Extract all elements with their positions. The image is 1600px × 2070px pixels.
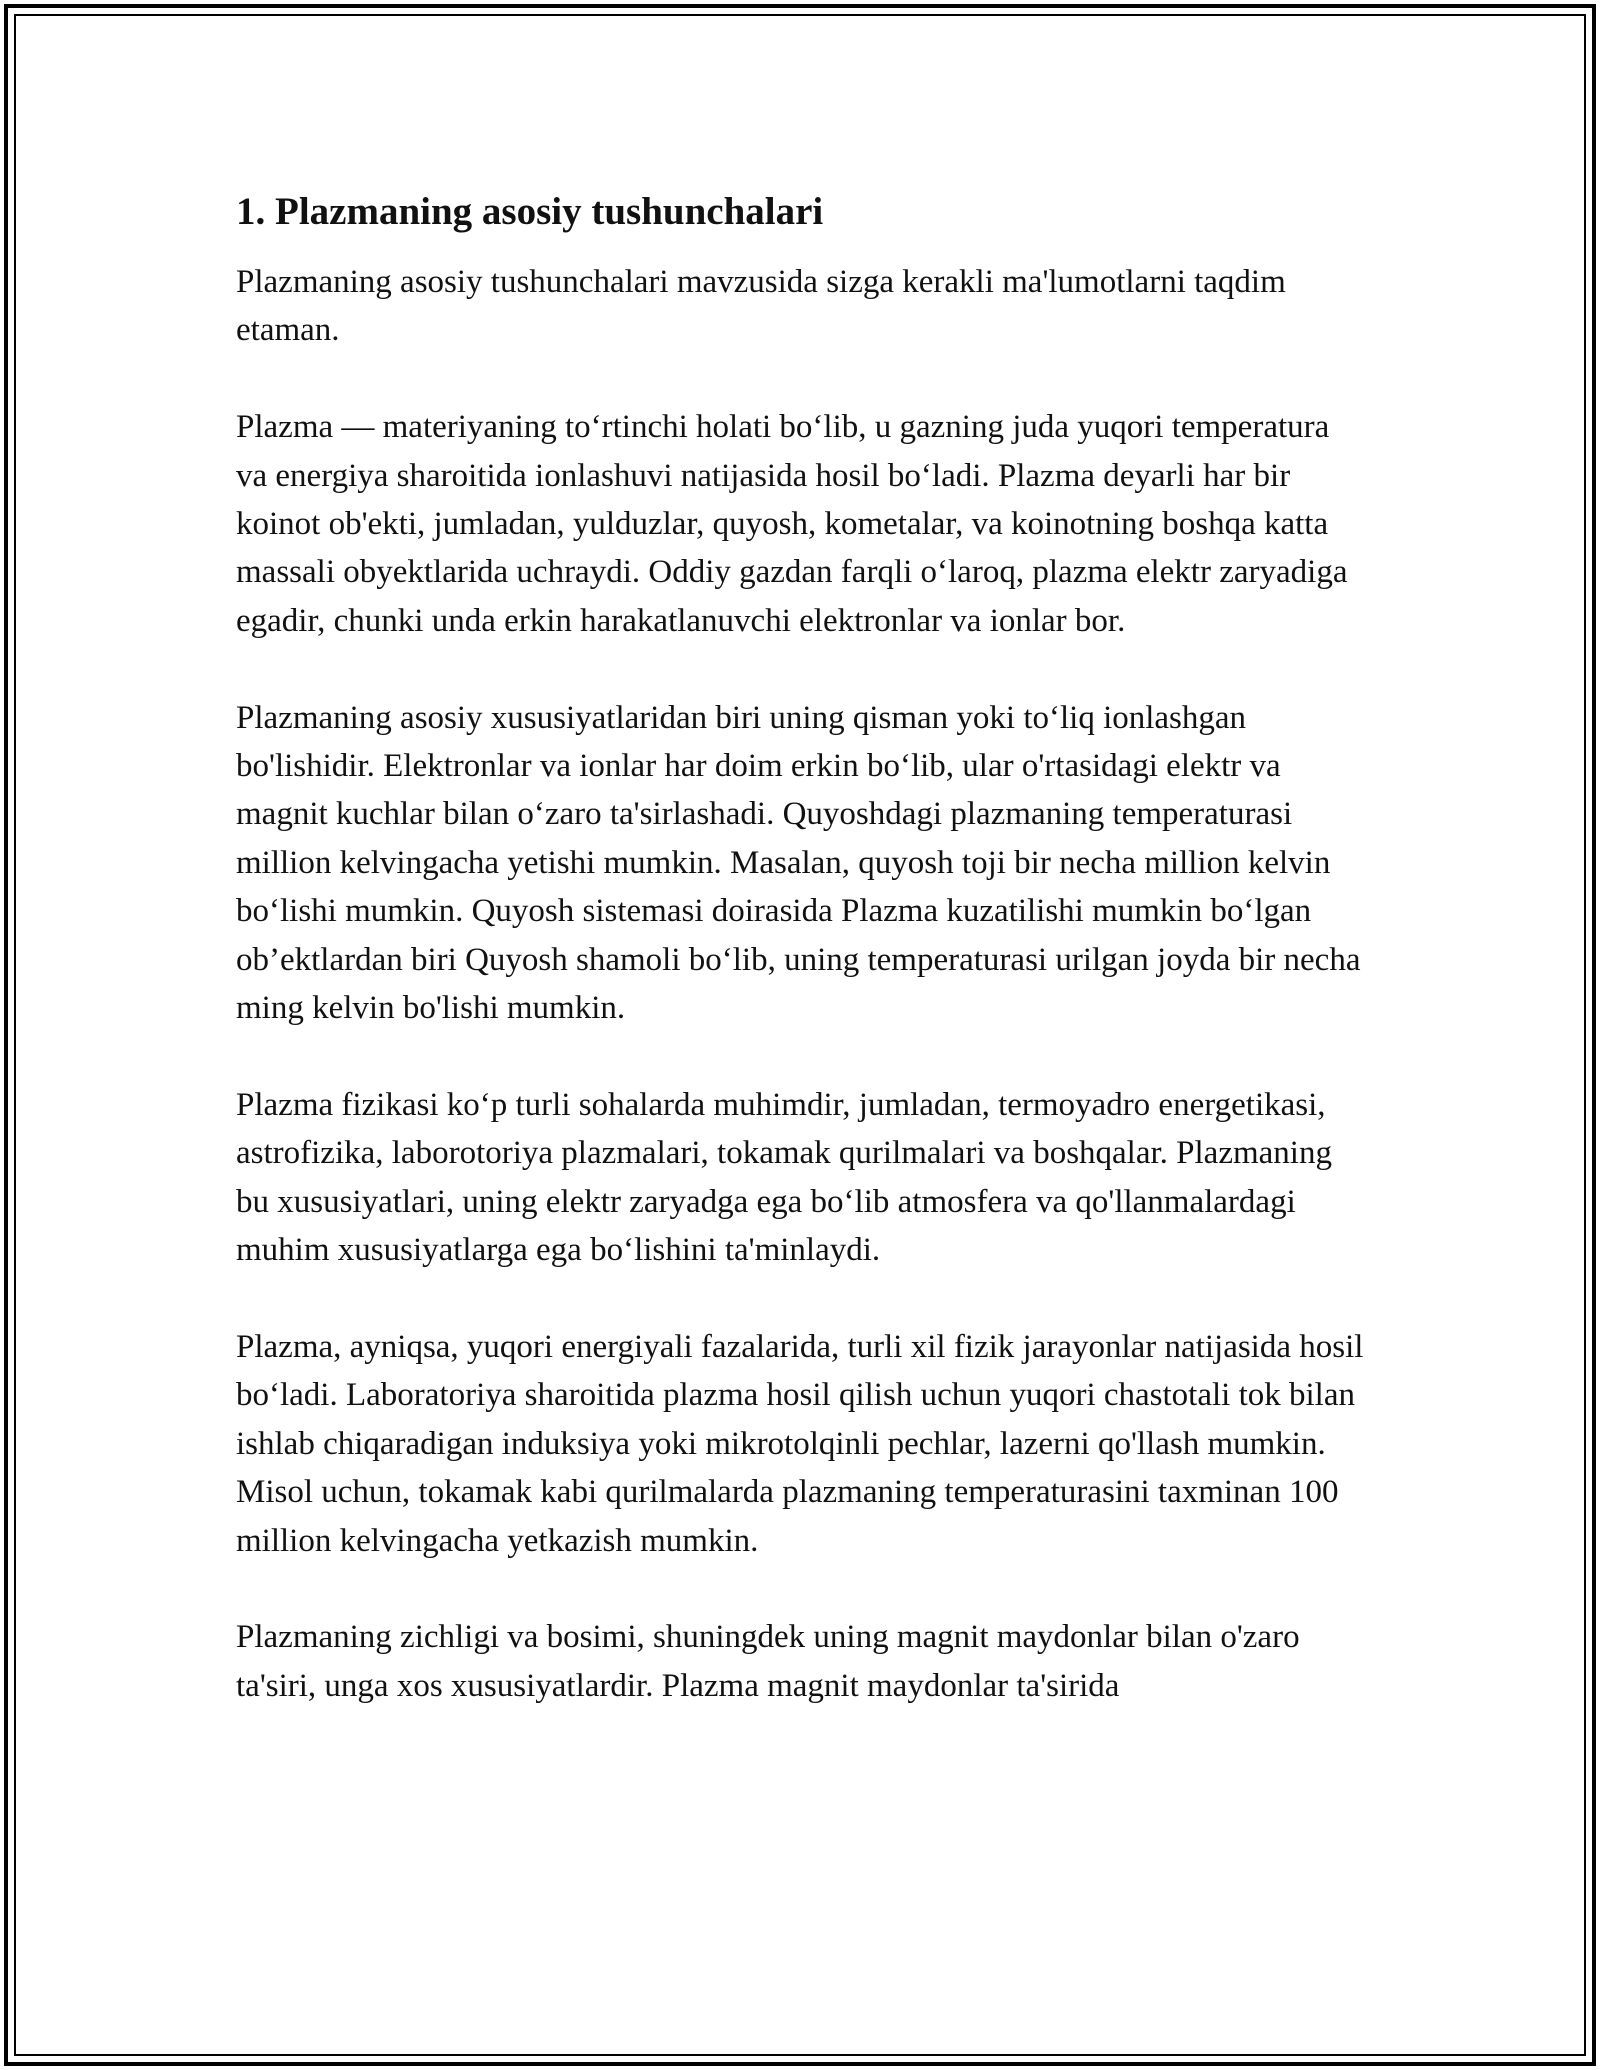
paragraph-applications: Plazma fizikasi ko‘p turli sohalarda muhimdir, jumladan, termoyadro energetikasi, astrofizika, laborotoriya plazmalari, tokamak qurilmalari va boshqalar. Plazmaning bu xususiyatlari, uning elektr zaryadga ega bo‘lib atmosfera va qo'llanmalardagi muhim xususiyatlarga ega bo‘lishini ta'minlaydi. <box>236 1086 1332 1269</box>
paragraph-formation: Plazma, ayniqsa, yuqori energiyali fazalarida, turli xil fizik jarayonlar natijasida hosil bo‘ladi. Laboratoriya sharoitida plazma hosil qilish uchun yuqori chastotali tok bilan ishlab chiqaradigan induksiya yoki mikrotolqinli pechlar, lazerni qo'llash mumkin. Misol uchun, tokamak kabi qurilmalarda plazmaning temperaturasini taxminan 100 million kelvingacha yetkazish mumkin. <box>236 1328 1364 1559</box>
paragraph-properties: Plazmaning asosiy xususiyatlaridan biri uning qisman yoki to‘liq ionlashgan bo'lishidir. Elektronlar va ionlar har doim erkin bo‘lib, ular o'rtasidagi elektr va magnit kuchlar bilan o‘zaro ta'sirlashadi. Quyoshdagi plazmaning temperaturasi million kelvingacha yetishi mumkin. Masalan, quyosh toji bir necha million kelvin bo‘lishi mumkin. Quyosh sistemasi doirasida Plazma kuzatilishi mumkin bo‘lgan ob’ektlardan biri Quyosh shamoli bo‘lib, uning temperaturasi urilgan joyda bir necha ming kelvin bo'lishi mumkin. <box>236 699 1361 1027</box>
paragraph-density: Plazmaning zichligi va bosimi, shuningdek uning magnit maydonlar bilan o'zaro ta'siri, unga xos xususiyatlardir. Plazma magnit maydonlar ta'sirida <box>236 1619 1300 1704</box>
section-heading: 1. Plazmaning asosiy tushunchalari <box>236 190 824 233</box>
document-body <box>236 186 1366 1759</box>
paragraph-intro: Plazmaning asosiy tushunchalari mavzusida sizga kerakli ma'lumotlarni taqdim etaman. <box>236 264 1286 349</box>
paragraph-definition: Plazma — materiyaning to‘rtinchi holati bo‘lib, u gazning juda yuqori temperatura va energiya sharoitida ionlashuvi natijasida hosil bo‘ladi. Plazma deyarli har bir koinot ob'ekti, jumladan, yulduzlar, quyosh, kometalar, va koinotning boshqa katta massali obyektlarida uchraydi. Oddiy gazdan farqli o‘laroq, plazma elektr zaryadiga egadir, chunki unda erkin harakatlanuvchi elektronlar va ionlar bor. <box>236 409 1348 639</box>
